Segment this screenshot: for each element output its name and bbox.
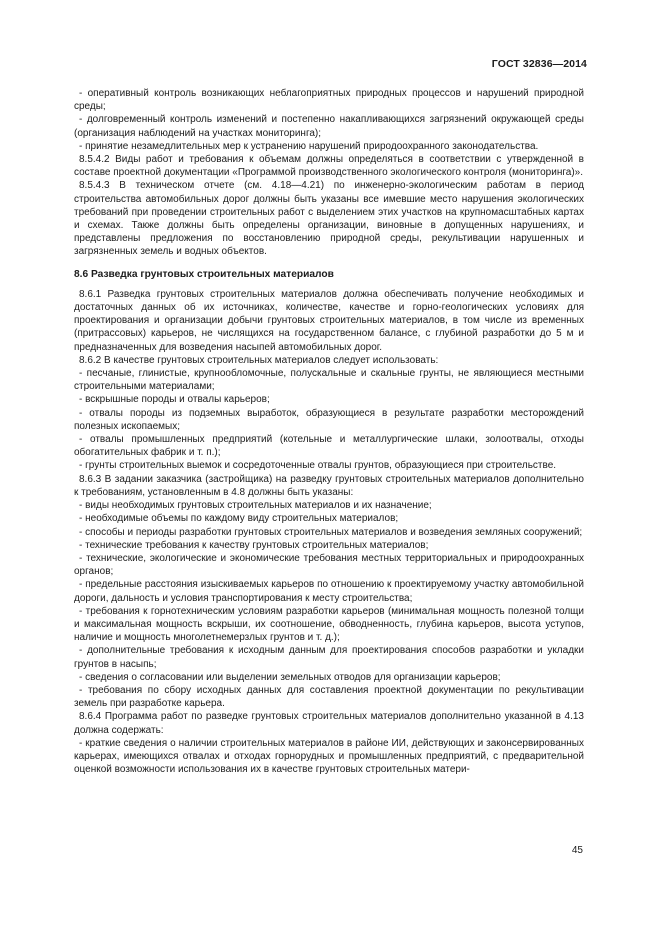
list-item: - требования по сбору исходных данных для составления проектной документации по рекультивации земель при разработке карьера. [74, 684, 584, 710]
paragraph: 8.6.1 Разведка грунтовых строительных материалов должна обеспечивать получение необходимых и достаточных данных об их источниках, количестве, качестве и горно-геологических условиях для проектирования и организации добычи грунтовых строительных материалов, в том числе из временных (притрассовых) карьеров, не числящихся на государственном балансе, с глубиной разработки до 5 м и предназначенных для возведения насыпей автомобильных дорог. [74, 288, 584, 353]
list-item: - технические, экологические и экономические требования местных территориальных и природоохранных органов; [74, 552, 584, 578]
standard-header: ГОСТ 32836—2014 [491, 58, 587, 70]
list-item: - вскрышные породы и отвалы карьеров; [79, 394, 270, 406]
paragraph: 8.6.2 В качестве грунтовых строительных материалов следует использовать: [79, 354, 439, 366]
list-item: - необходимые объемы по каждому виду строительных материалов; [79, 513, 399, 525]
list-item: - способы и периоды разработки грунтовых строительных материалов и возведения земляных сооружений; [79, 526, 583, 538]
list-item: - песчаные, глинистые, крупнообломочные, полускальные и скальные грунты, не являющиеся местными строительными материалами; [74, 368, 584, 393]
section-heading: 8.6 Разведка грунтовых строительных материалов [74, 268, 334, 280]
list-item: - технические требования к качеству грунтовых строительных материалов; [79, 539, 429, 551]
paragraph: - оперативный контроль возникающих неблагоприятных природных процессов и нарушений природной среды; [74, 88, 584, 113]
paragraph: 8.6.4 Программа работ по разведке грунтовых строительных материалов дополнительно указанной в 4.13 должна содержать: [74, 711, 584, 736]
list-item: - дополнительные требования к исходным данным для проектирования способов разработки и укладки грунтов в насыпь; [74, 645, 584, 670]
paragraph: - принятие незамедлительных мер к устранению нарушений природоохранного законодательства. [79, 140, 539, 152]
page-number: 45 [571, 845, 583, 856]
paragraph: 8.5.4.2 Виды работ и требования к объемам должны определяться в соответствии с утвержденной в составе проектной документации «Программой производственного экологического контроля (мониторинга)». [74, 154, 584, 179]
paragraph: 8.6.3 В задании заказчика (застройщика) на разведку грунтовых строительных материалов дополнительно к требованиям, установленным в 4.8 должны быть указаны: [74, 473, 584, 498]
list-item: - отвалы породы из подземных выработок, образующиеся в результате разработки месторождений полезных ископаемых; [74, 407, 584, 432]
list-item: - предельные расстояния изыскиваемых карьеров по отношению к проектируемому участку автомобильной дороги, дальность и условия транспортирования к месту строительства; [74, 579, 584, 604]
paragraph: - долговременный контроль изменений и постепенно накапливающихся загрязнений окружающей среды (организация наблюдений на участках мониторинга); [74, 114, 584, 139]
list-item: - отвалы промышленных предприятий (котельные и металлургические шлаки, золоотвалы, отходы обогатительных фабрик и т. п.); [74, 434, 584, 459]
list-item: - виды необходимых грунтовых строительных материалов и их назначение; [79, 500, 432, 512]
list-item: - краткие сведения о наличии строительных материалов в районе ИИ, действующих и законсервированных карьерах, имеющихся отвалах и отходах горнорудных и промышленных предприятий, с предварительной оценкой возможности использования их в качестве грунтовых строительных матери- [74, 737, 584, 776]
list-item: - грунты строительных выемок и сосредоточенные отвалы грунтов, образующиеся при строительстве. [79, 460, 557, 472]
list-item: - требования к горнотехническим условиям разработки карьеров (минимальная мощность полезной толщи и максимальная мощность вскрыши, их соотношение, обводненность, глубина карьеров, высота уступов, наличие и мощность многолетнемерзлых грунтов и т. д.); [74, 605, 584, 644]
paragraph: 8.5.4.3 В техническом отчете (см. 4.18—4.21) по инженерно-экологическим работам в период строительства автомобильных дорог должны быть указаны все имевшие место нарушения экологических требований при проведении строительных работ с выделением этих участков на крупномасштабных картах и схемах. Также должны быть определены организации, виновные в допущенных нарушениях, и представлены предложения по восстановлению природной среды, рекультивации нарушенных и загрязненных земель и водных объектов. [74, 180, 584, 258]
list-item: - сведения о согласовании или выделении земельных отводов для организации карьеров; [79, 671, 501, 683]
document-body [74, 87, 584, 776]
